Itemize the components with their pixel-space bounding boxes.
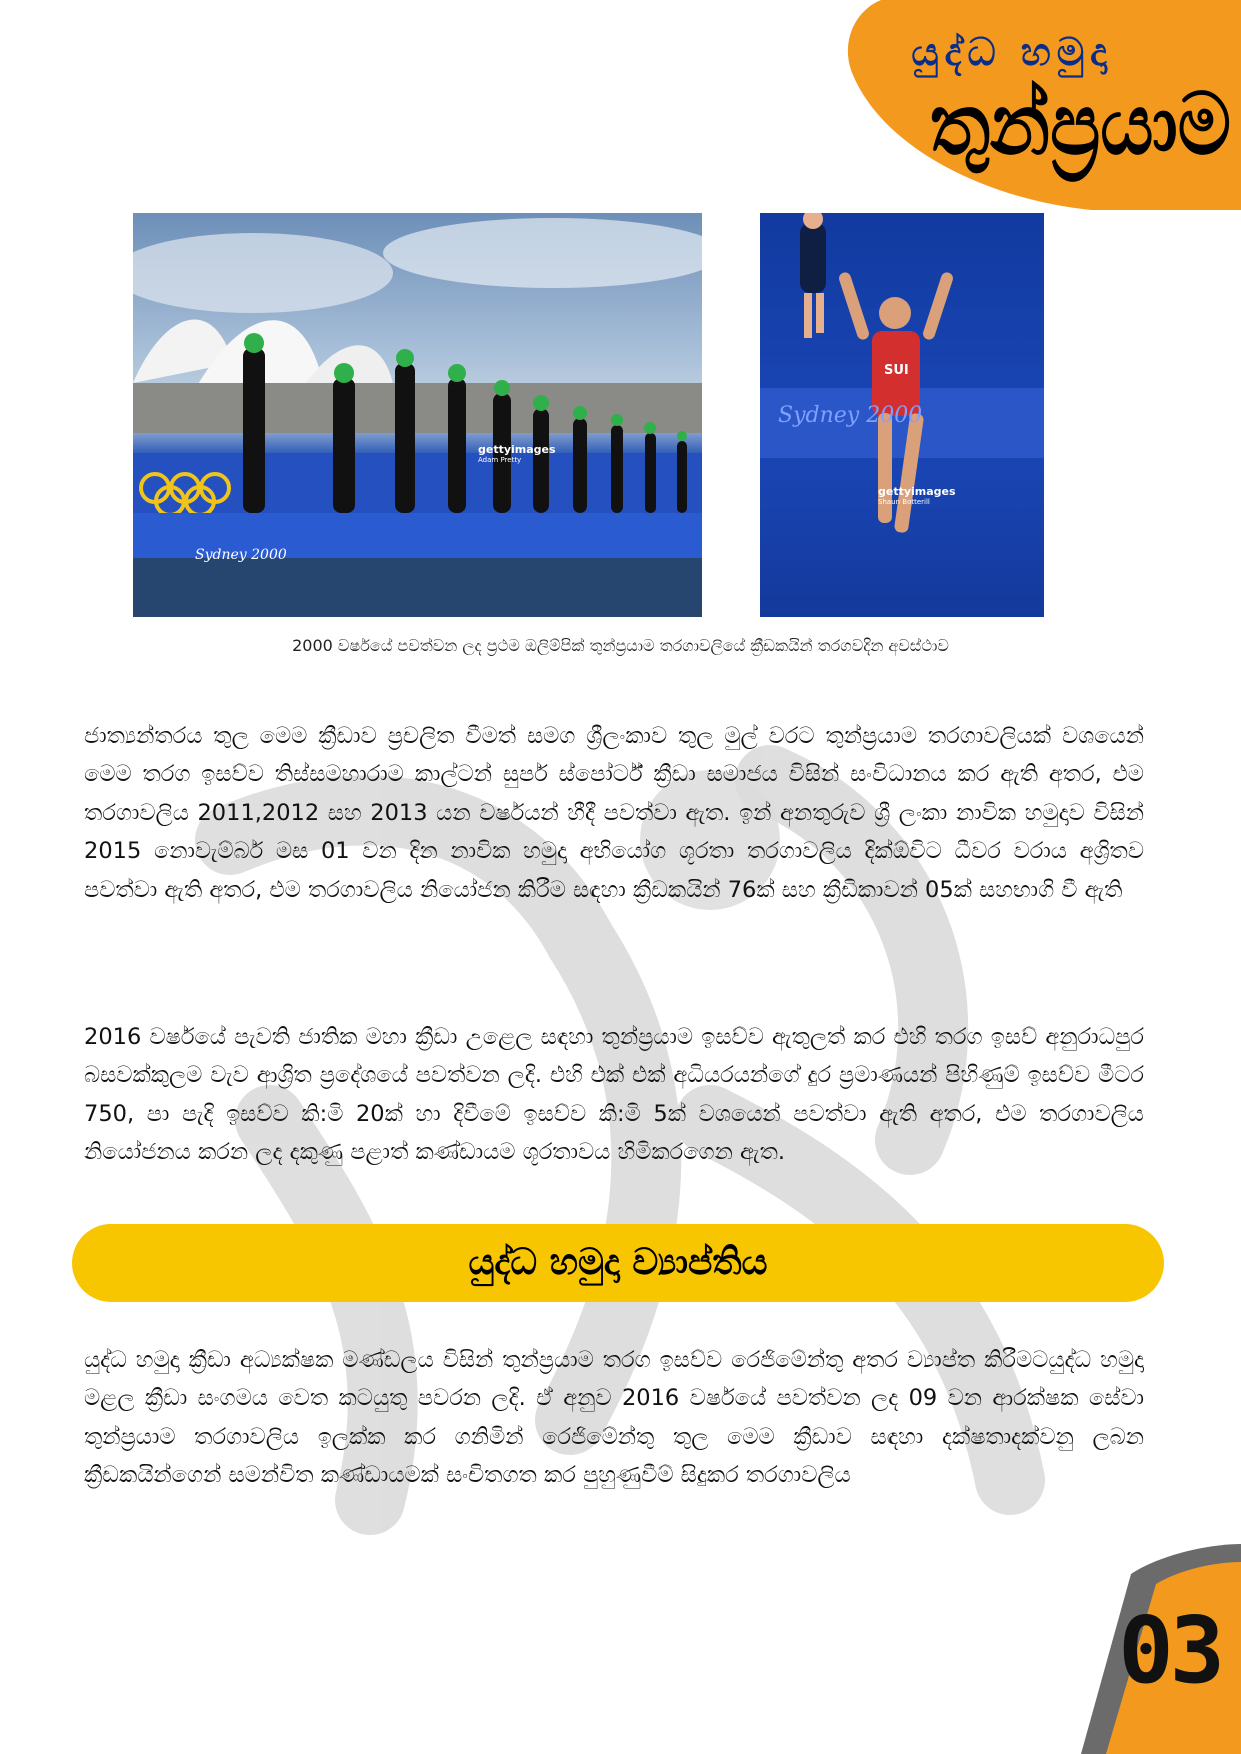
- paragraph-1: ජාත්‍යන්තරය තුල මෙම ක්‍රීඩාව ප්‍රචලිත වීමත් සමග ශ්‍රීලංකාව තුල මුල් වරට තුන්ප්‍රයාම තරගාවලියක් වශයෙන් මෙම තරග ඉසව්ව තිස්සමහාරාම කාල්ටන් සුපර් ස්පෝර්ට් ක්‍රීඩා සමාජය විසින් සංවිධානය කර ඇති අතර, එම තරගාවලිය 2011,2012 සහ 2013 යන වර්ෂයන් හීදී පවත්වා ඇත. ඉන් අනතුරුව ශ්‍රී ලංකා නාවික හමුදාව විසින් 2015 නොවැම්බර් මස 01 වන දින නාවික හමුදා අභියෝග ශූරතා තරගාවලිය දික්ඕවිට ධීවර වරාය අශ්‍රිතව පවත්වා ඇති අතර, එම තරගාවලිය නියෝජන කිරීම සඳහා ක්‍රීඩකයින් 76ක් සහ ක්‍රීඩිකාවන් 05ක් සහභාගි වී ඇති: [84, 722, 1144, 903]
- section-heading-bar: [72, 1224, 1164, 1302]
- header-kicker: යුද්ධ හමුදා: [911, 30, 1113, 74]
- paragraph-3: යුද්ධ හමුදා ක්‍රීඩා අධ්‍යක්ෂක මණ්ඩලය විසින් තුන්ප්‍රයාම තරග ඉසව්ව රෙජිමේන්තු අතර ව්‍යාප්ත කිරීමටයුද්ධ හමුදා මළල ක්‍රීඩා සංගමය වෙත කටයුතු පවරන ලදි. ඒ අනුව 2016 වර්ෂයේ පවත්වන ලද 09 වන ආරක්ෂක සේවා තුන්ප්‍රයාම තරගාවලිය ඉලක්ක කර ගනිමින් රෙජිමේන්තු තුල මෙම ක්‍රීඩාව සඳහා දක්ෂතාදක්වනු ලබන ක්‍රීඩකයින්ගෙන් සමන්විත කණ්ඩායමක් සංචිතගත කර පුහුණුවීම් සිදුකර තරගාවලිය: [84, 1346, 1144, 1488]
- section-heading: යුද්ධ හමුදා ව්‍යාප්තිය: [468, 1242, 768, 1283]
- photo-caption: 2000 වර්ෂයේ පවත්වන ලද ප්‍රථම ඔලිම්පික් තුන්ප්‍රයාම තරගාවලියේ ක්‍රීඩකයින් තරගවදින අවස්ථාව: [292, 636, 949, 655]
- paragraph-2: 2016 වර්ෂයේ පැවති ජාතික මහා ක්‍රීඩා උළෙල සඳහා තුන්ප්‍රයාම ඉසව්ව ඇතුලත් කර එහි තරග ඉසව් අනුරාධපුර බසවක්කුලම වැව ආශ්‍රිත ප්‍රදේශයේ පවත්වන ලදි. එහි එක් එක් අධියරයන්ගේ දුර ප්‍රමාණයන් පිහිණුම් ඉසව්ව මීටර 750, පා පැදි ඉසව්ව කි:මි 20ක් හා දිවීමේ ඉසව්ව කි:මි 5ක් වශයෙන් පවත්වා ඇති අතර, එම තරගාවලිය නියෝජනය කරන ලද දකුණු පළාත් කණ්ඩායම ශූරතාවය හිමිකරගෙන ඇත.: [84, 1023, 1144, 1165]
- photo-credit-2: gettyimages Shaun Botterill: [878, 485, 956, 506]
- photo-credit-1: gettyimages Adam Pretty: [478, 443, 556, 464]
- swimmers-start-photo: [133, 213, 702, 617]
- page-number: 03: [1118, 1597, 1221, 1704]
- header-title: තුන්ප්‍රයාම: [929, 75, 1231, 174]
- banner-text-1: Sydney 2000: [195, 547, 287, 563]
- banner-text-2: Sydney 2000: [778, 403, 923, 428]
- runner-bib: SUI: [884, 363, 909, 378]
- runner-finish-photo: [760, 213, 1044, 617]
